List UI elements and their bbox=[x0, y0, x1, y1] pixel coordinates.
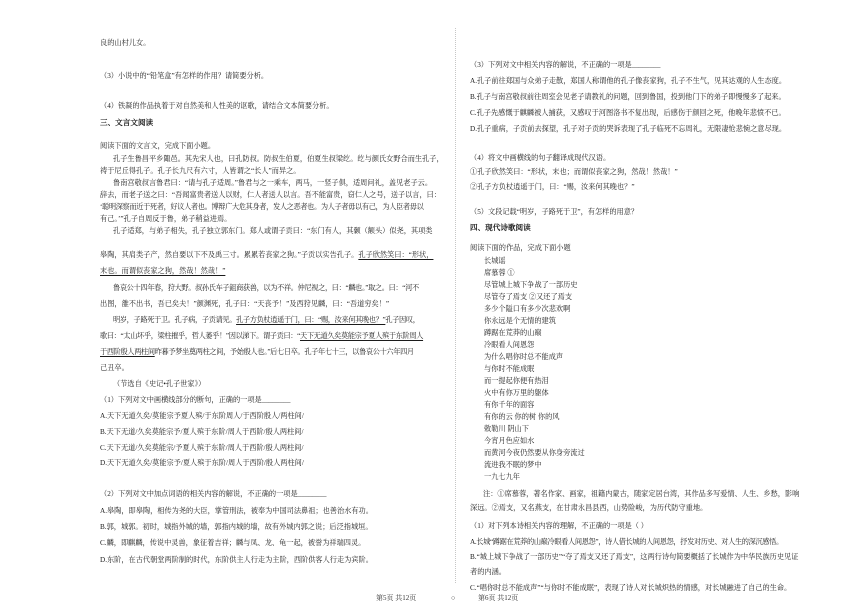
poem-question-1-stem: （1）对下列本诗相关内容的理解，不正确的一项是（ ） bbox=[470, 522, 648, 530]
poem-line: 尽管夺了焉支 ②又还了焉支 bbox=[484, 293, 573, 301]
passage-text: 鲁南宫敬叔言鲁君曰：“请与孔子适周。”鲁君与之一乘车，两马，一竖子俱，适周问礼，盖见老子云。 bbox=[113, 179, 433, 187]
passage-line bbox=[100, 250, 433, 260]
passage-line bbox=[113, 315, 420, 325]
passage-text: 孔子适郑，与弟子相失，孔子独立郭东门。郑人或谓子贡曰：“东门有人，其颡（额头）似尧，其项类 bbox=[113, 227, 433, 235]
reading-instruction: 阅读下面的文言文，完成下面小题。 bbox=[100, 142, 216, 150]
poem-line: 有你千年的面容 bbox=[484, 401, 535, 409]
question-2-option-b: B.郭，城郭。初时，城指外城的墙，郭指内城的墙，故有外城内郭之说；后泛指城垣。 bbox=[100, 523, 373, 531]
question-1-option-c: C.天下无道/久矣莫能宗/予夏人殡于东阶/周人于西阶/殷人两柱间/ bbox=[100, 444, 304, 452]
poem-title: 长城谣 bbox=[484, 257, 506, 265]
poem-line: 多少个隘口有多少次悲欢啊 bbox=[484, 305, 571, 313]
passage-text: 歌曰：“太山坏乎，梁柱摧乎，哲人萎乎！”因以涕下。谓子贡曰：“ bbox=[100, 332, 300, 340]
underlined-sentence: 于西阶殷人两柱间 bbox=[100, 348, 155, 356]
underlined-sentence: 孔子方负杖逍遥于门，曰：“赐，汝来何其晚也？” bbox=[236, 316, 386, 324]
question-1-option-b: B.天下无道/久矣莫能宗予/夏人殡于东阶/周人于西阶/殷人两柱间/ bbox=[100, 428, 304, 436]
poem-line: 敕勒川 阴山下 bbox=[484, 425, 529, 433]
poem-notes: 注：①席慕蓉，著名作家、画家，祖籍内蒙古，随家定居台湾，其作品多写爱情、人生、乡愁，影响深远。②焉支，又名燕支，在甘肃永昌县西，山势险峻，为历代防守重地。 bbox=[470, 490, 800, 512]
poem-line: 冷眼看人间恩怨 bbox=[484, 341, 535, 349]
poem-date: 一九七九年 bbox=[484, 473, 520, 481]
question-2-option-c: C.麟，即麒麟，传说中灵兽，象征着吉祥；麟与凤、龙、龟一起，被誉为祥瑞四灵。 bbox=[100, 539, 366, 547]
page-separator-icon: ○ bbox=[451, 594, 456, 602]
question-2-option-d: D.东阶，在古代朝堂两阶制的时代，东阶供主人行走为主阶，西阶供客人行走为宾阶。 bbox=[100, 556, 373, 564]
passage-text: 孔子因叹， bbox=[385, 316, 420, 324]
passage-text: 祷于尼丘得孔子。孔子长九尺有六寸，人皆谓之“长人”而异之。 bbox=[100, 167, 301, 175]
question-2-option-a: A.皋陶，即皋陶，相传为尧的大臣，掌管刑法，被奉为中国司法鼻祖；也善治水有功。 bbox=[100, 507, 373, 515]
question-1-stem: （1）下列对文中画横线部分的断句，正确的一项是________ bbox=[100, 396, 291, 404]
passage-line bbox=[100, 266, 225, 276]
page-divider bbox=[455, 28, 456, 583]
question-3-stem: （3）下列对文中相关内容的解说，不正确的一项是________ bbox=[470, 61, 661, 69]
section-title-classical-chinese: 三、文言文阅读 bbox=[100, 118, 154, 127]
passage-line bbox=[113, 178, 432, 188]
question-4-item-1: ①孔子欣然笑曰：“形状，末也；而谓似丧家之狗，然哉！然哉！” bbox=[470, 168, 678, 176]
poem-line: 流进我不眠的梦中 bbox=[484, 461, 542, 469]
section-title-modern-poetry: 四、现代诗歌阅读 bbox=[470, 223, 531, 232]
passage-text: 明岁，子路死于卫。孔子病，子贡请见。 bbox=[113, 316, 237, 324]
question-3: （3）小说中的“铅笔盒”有怎样的作用？请简要分析。 bbox=[100, 72, 269, 80]
question-2-stem: （2）下列对文中加点词语的相关内容的解说，不正确的一项是________ bbox=[100, 490, 327, 498]
passage-line bbox=[100, 363, 129, 373]
poem-line: 为什么唱你时总不能成声 bbox=[484, 353, 564, 361]
carryover-text: 良的山村儿女。 bbox=[100, 39, 151, 47]
passage-text: 孔子生鲁昌平乡陬邑。其先宋人也，曰孔防叔。防叔生伯夏，伯夏生叔梁纥。纥与颜氏女野合而生孔子， bbox=[113, 155, 444, 163]
passage-source: （节选自《史记•孔子世家》） bbox=[113, 380, 206, 388]
poem-line: 今宵月色应如水 bbox=[484, 437, 535, 445]
passage-line bbox=[100, 202, 423, 212]
poem-line: 与你时不能成眠 bbox=[484, 365, 535, 373]
question-3-option-b: B.孔子与南宫敬叔前往周室会见老子请教礼的问题，回到鲁国，投到他门下的弟子即慢慢多了起来。 bbox=[470, 93, 786, 101]
passage-line bbox=[113, 226, 432, 236]
page-number-right: 第6页 共12页 bbox=[478, 594, 519, 602]
poem-line: 火中有你万里的躯体 bbox=[484, 389, 549, 397]
question-3-option-c: C.孔子先感慨于麒麟被人捕获，又感叹于河图洛书不复出现，后感伤于颜回之死，他晚年悲愤不已。 bbox=[470, 109, 786, 117]
poem-line: 蹲踞在荒莽的山巅 bbox=[484, 329, 542, 337]
underlined-sentence: 孔子欣然笑曰：“形状， bbox=[358, 251, 434, 259]
question-3-option-a: A.孔子前往郑国与众弟子走散，郑国人称谓他的孔子像丧家狗，孔子不生气，见其达观的人生态度。 bbox=[470, 77, 787, 85]
passage-text: ‘聪明深察而近于死者，好议人者也。博辩广大危其身者，发人之恶者也。为人子者毋以有己，为人臣者毋以 bbox=[100, 203, 424, 211]
question-4-item-2: ②孔子方负杖逍遥于门，曰：“赐，汝来何其晚也？” bbox=[470, 183, 635, 191]
passage-text: 有己。’”孔子自周反于鲁，弟子稍益进焉。 bbox=[100, 215, 232, 223]
poem-line: 尽管城上城下争战了一部历史 bbox=[484, 281, 578, 289]
passage-line bbox=[100, 299, 389, 309]
question-3-option-d: D.孔子重病，子贡前去探望，孔子对子贡的哭诉表现了孔子临死不忘周礼，无限凄怆悲惋之意尽现。 bbox=[470, 125, 787, 133]
poem-question-1-option-c: C.“唱你时总不能成声”“与你时不能成眠”，表现了诗人对长城炽热的情感，对长城融进了自己的生命。 bbox=[470, 584, 792, 592]
question-1-option-a: A.天下无道久矣/莫能宗予夏人殡/于东阶周人/于西阶殷人/两柱间/ bbox=[100, 412, 304, 420]
question-4: （4）铁凝的作品执着于对自然美和人性美的讴歌，请结合文本简要分析。 bbox=[100, 102, 334, 110]
passage-line bbox=[113, 283, 419, 293]
poem-line: 而一提起你便有热泪 bbox=[484, 377, 549, 385]
passage-line bbox=[100, 190, 441, 200]
poem-question-1-option-a: A.长城“蹲踞在荒莽的山巅冷眼看人间恩怨”，诗人借长城的人间恩怨，抒发对历史、对人生的深沉感悟。 bbox=[470, 538, 783, 546]
passage-text: 辞去，而老子送之曰：“吾闻富贵者送人以财，仁人者送人以言。吾不能富贵，窃仁人之号，送子以言，曰： bbox=[100, 191, 442, 199]
passage-line bbox=[100, 166, 300, 176]
page-number-left: 第5页 共12页 bbox=[376, 594, 417, 602]
passage-text: 出图，雒不出书，吾已矣夫！”颜渊死，孔子曰：“天丧予！”及西狩见麟，曰：“吾道穷矣！” bbox=[100, 300, 390, 308]
passage-line bbox=[100, 331, 423, 341]
passage-text: 己丑卒。 bbox=[100, 364, 129, 372]
poem-line: 有你的云 你的树 你的风 bbox=[484, 413, 560, 421]
question-4-stem: （4）将文中画横线的句子翻译成现代汉语。 bbox=[470, 154, 611, 162]
underlined-sentence: 天下无道久矣莫能宗予夏人殡于东阶周人 bbox=[299, 332, 424, 340]
question-1-option-d: D.天下无道久矣/莫能宗予/夏人殡于东阶/周人于西阶/殷人两柱间/ bbox=[100, 459, 304, 467]
poem-line: 你永远是个无情的建筑 bbox=[484, 317, 556, 325]
question-5: （5）文段记载“明岁，子路死于卫”，有怎样的用意？ bbox=[470, 208, 639, 216]
poem-line: 而黄河今夜仍然要从你身旁流过 bbox=[484, 449, 585, 457]
passage-text: 昨暮予梦坐奠两柱之间，予始殷人也。”后七日卒。孔子年七十三，以鲁哀公十六年四月 bbox=[154, 348, 414, 356]
passage-text: 皋陶，其肩类子产，然自要以下不及禹三寸。累累若丧家之狗。”子贡以实告孔子。 bbox=[100, 251, 359, 259]
passage-line bbox=[100, 214, 231, 224]
poem-author: 席慕蓉 ① bbox=[484, 269, 515, 277]
reading-instruction: 阅读下面的作品，完成下面小题 bbox=[470, 244, 571, 252]
underlined-sentence: 末也。而谓似丧家之狗，然哉！然哉！” bbox=[100, 267, 226, 275]
poem-question-1-option-b: B.“城上城下争战了一部历史”“夺了焉支又还了焉支”，这两行诗句简要概括了长城作为中华民族历史见证者的内涵。 bbox=[470, 553, 799, 576]
passage-line bbox=[100, 347, 414, 357]
passage-text: 鲁哀公十四年春，狩大野。叔孙氏车子鉏商获兽，以为不祥。仲尼视之，曰：“麟也。”取之。曰：“河不 bbox=[113, 284, 419, 292]
passage-line bbox=[113, 154, 444, 164]
